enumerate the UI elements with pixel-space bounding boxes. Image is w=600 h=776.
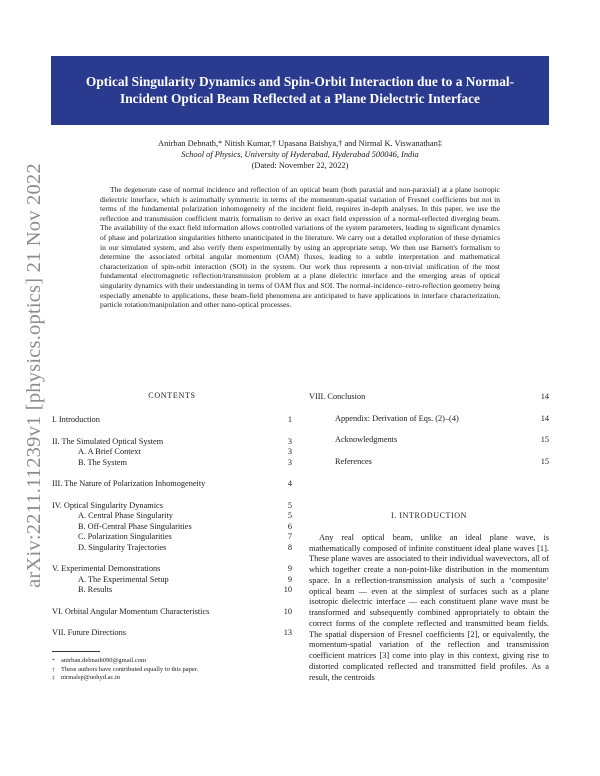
author-list: Anirban Debnath,* Nitish Kumar,† Upasana Baishya,† and Nirmal K. Viswanathan‡: [158, 139, 442, 148]
toc-entry[interactable]: V. Experimental Demonstrations 9: [52, 564, 292, 573]
toc-entry[interactable]: II. The Simulated Optical System 3: [52, 436, 292, 446]
introduction-paragraph: Any real optical beam, unlike an ideal plane wave, is mathematically composed of infinite constituent ideal plane waves [1]. These plane waves are associated to their individual wavevectors, all of which together create a non-point-like distribution in the momentum space. In a reflection-transmission analysis of such a ‘composite’ optical beam — even at the simplest of surfaces such as a plane isotropic dielectric interface — each constituent plane wave must be transformed and subsequently combined appropriately to obtain the correct forms of the complete reflected and transmitted beam fields. The spatial dispersion of Fresnel coefficients [2], or equivalently, the momentum-spatial variation of the reflection and transmission coefficient matrices [3] come into play in this context, giving rise to distorted complicated reflected and transmitted field profiles. As a result, the centroids: [309, 532, 549, 682]
toc-entry[interactable]: B. The System 3: [78, 457, 292, 467]
abstract-text: The degenerate case of normal incidence and reflection of an optical beam (both paraxial and non-paraxial) at a plane isotropic dielectric interface, which is azimuthally symmetric in terms of the momentum-spatial variation of Fresnel coefficients but not in terms of the fundamental polarization inhomogeneity of the incident field, requires in-depth analyses. In this paper, we use the reflection and transmission coefficient matrix formalism to derive an exact field expression of a normal-reflected diverging beam. The availability of the exact field information allows controlled variations of the system parameters, leading to significant dynamics of phase and polarization singularities hitherto unanticipated in the literature. We carry out a detailed exploration of these dynamics in our simulated system, and also verify them experimentally by using an appropriate setup. We then use Barnett's formalism to determine the associated orbital angular momentum (OAM) fluxes, leading to a subtle interpretation and mathematical characterization of spin-orbit interaction (SOI) in the system. Our work thus represents a non-trivial unification of the most fundamental electromagnetic reflection/transmission problem at a plane dielectric interface and the emerging areas of optical singularity dynamics with their understanding in terms of OAM flux and SOI. The normal-incidence–retro-reflection geometry being especially amenable to applications, these beam-field phenomena are anticipated to have applications in interface characterization, particle rotation/manipulation and other nano-optical processes.: [100, 185, 500, 310]
footnote-divider: [52, 651, 100, 652]
affiliation: School of Physics, University of Hyderabad, Hyderabad 500046, India: [181, 150, 419, 159]
toc-entry[interactable]: Acknowledgments 15: [335, 435, 549, 444]
toc-entry[interactable]: C. Polarization Singularities 7: [78, 532, 292, 541]
footnote-item: ‡ nirmalsp@uohyd.ac.in: [52, 674, 121, 681]
section-heading: I. INTRODUCTION: [390, 511, 468, 520]
paper-title: Optical Singularity Dynamics and Spin-Orbit Interaction due to a Normal-Incident Optical Beam Reflected at a Plane Dielectric Interface: [85, 74, 515, 106]
toc-entry[interactable]: VII. Future Directions 13: [52, 628, 292, 637]
date-line: (Dated: November 22, 2022): [251, 161, 349, 170]
author-block: [51, 138, 549, 171]
title-banner: [51, 56, 549, 125]
footnote-item: † These authors have contributed equally to this paper.: [52, 665, 199, 673]
toc-entry[interactable]: B. Off-Central Phase Singularities 6: [78, 521, 292, 531]
toc-entry[interactable]: A. A Brief Context 3: [78, 447, 292, 456]
email-link[interactable]: nirmalsp@uohyd.ac.in: [61, 674, 121, 681]
toc-entry[interactable]: B. Results 10: [78, 585, 292, 594]
footnotes: [52, 657, 292, 683]
toc-entry[interactable]: A. Central Phase Singularity 5: [78, 511, 292, 520]
toc-entry[interactable]: A. The Experimental Setup 9: [78, 574, 292, 584]
table-of-contents-continued: [309, 392, 549, 467]
footnote-item: * anirban.debnath090@gmail.com: [52, 657, 147, 664]
table-of-contents: [52, 391, 292, 639]
arxiv-id: arXiv:2211.11239v1 [physics.optics] 21 Nov 2022: [22, 162, 45, 588]
toc-entry[interactable]: D. Singularity Trajectories 8: [78, 542, 292, 552]
toc-entry[interactable]: VI. Orbital Angular Momentum Characteristics 10: [52, 606, 292, 616]
arxiv-stamp: [14, 150, 54, 600]
toc-entry[interactable]: III. The Nature of Polarization Inhomogeneity 4: [52, 479, 292, 488]
introduction-section: [309, 511, 549, 683]
toc-entry[interactable]: I. Introduction 1: [52, 415, 292, 424]
abstract: [100, 185, 500, 310]
toc-entry[interactable]: IV. Optical Singularity Dynamics 5: [52, 500, 292, 510]
email-link[interactable]: anirban.debnath090@gmail.com: [61, 657, 147, 664]
contents-heading: CONTENTS: [148, 391, 196, 400]
toc-entry[interactable]: Appendix: Derivation of Eqs. (2)–(4) 14: [335, 413, 549, 423]
toc-entry[interactable]: VIII. Conclusion 14: [309, 392, 549, 401]
toc-entry[interactable]: References 15: [335, 456, 549, 466]
